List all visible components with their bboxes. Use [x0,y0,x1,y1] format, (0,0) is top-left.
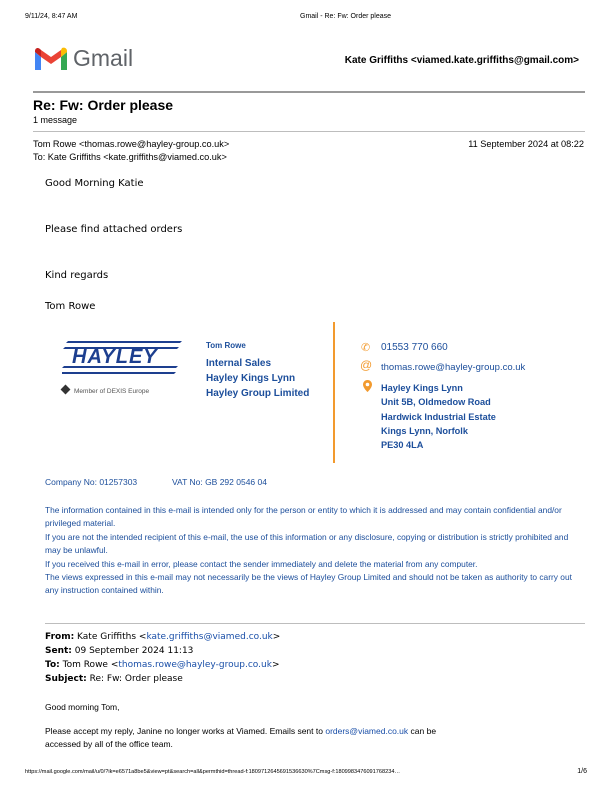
email-icon: @ [360,358,373,372]
gmail-icon [33,46,69,72]
print-title: Gmail - Re: Fw: Order please [300,13,392,20]
quoted-to-email[interactable]: thomas.rowe@hayley-group.co.uk [118,660,272,670]
quoted-body-pre: Please accept my reply, Janine no longer works at Viamed. Emails sent to [45,726,323,736]
message-count: 1 message [33,115,78,125]
quoted-sent [45,646,193,656]
body-closing: Kind regards [45,270,109,281]
quoted-body [45,726,436,736]
quoted-sent-label: Sent: [45,646,72,656]
dexis-icon [61,385,71,395]
print-page: 1/6 [577,768,587,775]
quoted-from-label: From: [45,632,75,642]
body-name: Tom Rowe [45,301,96,312]
body-text: Please find attached orders [45,224,183,235]
address-line: Hardwick Industrial Estate [381,411,496,422]
logo-text: HAYLEY [72,346,158,368]
sig-role: Internal Sales [206,358,272,369]
sig-email[interactable]: thomas.rowe@hayley-group.co.uk [381,362,526,373]
message-date: 11 September 2024 at 08:22 [468,139,584,149]
gmail-wordmark: Gmail [73,45,134,71]
quoted-from-email[interactable]: kate.griffiths@viamed.co.uk [146,632,273,642]
sig-name: Tom Rowe [206,341,246,350]
quoted-subject-value: Re: Fw: Order please [89,674,183,684]
address-line: Hayley Kings Lynn [381,383,463,393]
quoted-subject-label: Subject: [45,674,87,684]
signature-divider [333,322,335,463]
address-line: PE30 4LA [381,440,424,451]
message-to: To: Kate Griffiths <kate.griffiths@viamed.co.uk> [33,152,227,162]
quoted-body-post: can be [410,726,437,736]
disclaimer-line: The views expressed in this e-mail may not necessarily be the views of Hayley Group Limited and should not be taken as authority to carry out any instruction contained within. [45,572,572,596]
quoted-subject [45,674,183,684]
quoted-from [45,632,280,642]
account-label: Kate Griffiths <viamed.kate.griffiths@gmail.com> [344,55,579,66]
sig-phone: 01553 770 660 [381,342,448,353]
disclaimer-line: The information contained in this e-mail is intended only for the person or entity to which it is addressed and may contain confidential and/or privileged material. [45,505,562,529]
print-url: https://mail.google.com/mail/u/0/?ik=e6571a8be5&view=pt&search=all&permthid=thread-f:1809712645691536630%7Cmsg-f:1809983476091768234… [25,769,401,775]
location-pin-icon [363,380,372,392]
dexis-member [62,386,149,395]
dexis-member-text: Member of DEXIS Europe [74,388,150,395]
thread-subject: Re: Fw: Order please [33,97,174,113]
disclaimer-line: If you are not the intended recipient of this e-mail, the use of this information or any disclosure, copying or distribution is strictly prohibited and may be unlawful. [45,531,569,556]
disclaimer [45,504,585,598]
sig-company: Hayley Group Limited [206,388,310,399]
quoted-to-label: To: [45,660,60,670]
print-datetime: 9/11/24, 8:47 AM [25,13,78,20]
vat-number: VAT No: GB 292 0546 04 [172,477,267,487]
sig-address [381,381,496,452]
address-line: Kings Lynn, Norfolk [381,425,468,436]
company-number: Company No: 01257303 [45,477,138,487]
address-line: Unit 5B, Oldmedow Road [381,397,491,408]
quoted-from-name: Kate Griffiths < [77,632,147,642]
quoted-to-name: Tom Rowe < [62,660,119,670]
quoted-to [45,660,279,670]
header-divider [33,91,585,93]
subject-divider [33,131,585,132]
quoted-body-email[interactable]: orders@viamed.co.uk [325,726,409,736]
message-from[interactable]: Tom Rowe <thomas.rowe@hayley-group.co.uk> [33,139,230,149]
sig-branch: Hayley Kings Lynn [206,373,296,384]
disclaimer-line: If you received this e-mail in error, please contact the sender immediately and delete the material from any computer. [45,558,478,569]
quoted-from-end: > [272,632,281,642]
quote-divider [45,623,585,624]
quoted-body-line2: accessed by all of the office team. [45,739,173,749]
phone-icon: ✆ [361,342,371,354]
quoted-greeting: Good morning Tom, [45,702,120,712]
body-greeting: Good Morning Katie [45,178,144,189]
hayley-logo [62,339,182,377]
quoted-sent-value: 09 September 2024 11:13 [74,646,194,656]
quoted-to-end: > [271,660,280,670]
